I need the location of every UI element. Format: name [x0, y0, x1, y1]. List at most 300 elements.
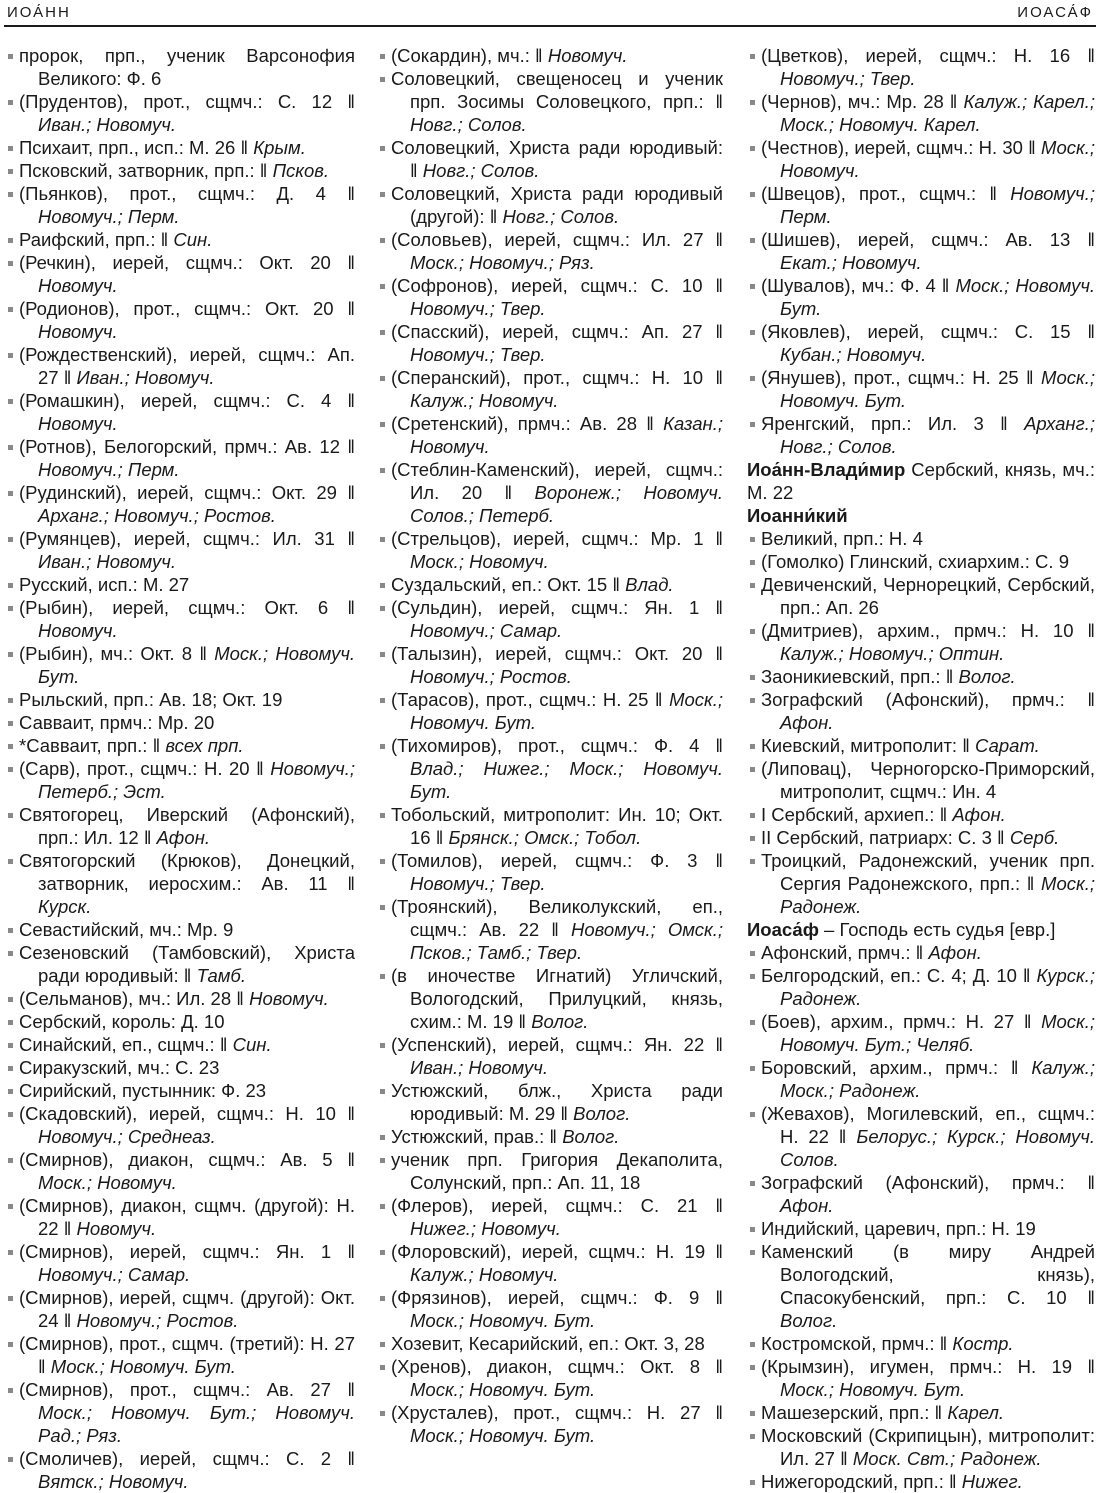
region-list: Волог.	[573, 1103, 631, 1124]
separator-mark	[144, 827, 152, 848]
separator-mark	[840, 1448, 848, 1469]
separator-mark	[260, 160, 268, 181]
region-list: Моск.; Новомуч. Бут.	[410, 1379, 596, 1400]
index-entry	[5, 251, 355, 297]
separator-mark	[347, 1149, 355, 1170]
separator-mark	[153, 735, 161, 756]
entry-text: Святогорский (Крюков), Донецкий, затворник, иеросхим.: Ав. 11	[19, 850, 355, 894]
entry-text: (Тихомиров), прот., сщмч.: Ф. 4	[391, 735, 700, 756]
index-entry	[5, 1056, 355, 1079]
entry-text: (Янушев), прот., сщмч.: Н. 25	[761, 367, 1019, 388]
region-list: Сарат.	[975, 735, 1040, 756]
index-entry	[377, 44, 723, 67]
entry-text: (Пьянков), прот., сщмч.: Д. 4	[19, 183, 326, 204]
entry-text: (Чернов), мч.: Мр. 28	[761, 91, 944, 112]
region-list: Афон.	[156, 827, 211, 848]
region-list: Екат.; Новомуч.	[780, 252, 922, 273]
entry-text: Севастийский, мч.: Мр. 9	[19, 919, 234, 940]
index-entry	[5, 1010, 355, 1033]
index-entry	[747, 1102, 1095, 1171]
index-entry	[5, 527, 355, 573]
index-entry	[5, 1194, 355, 1240]
separator-mark	[715, 321, 723, 342]
region-list: Моск.; Новомуч. Бут.; Челяб.	[780, 1011, 1096, 1055]
index-entry	[377, 1079, 723, 1125]
separator-mark	[1087, 620, 1095, 641]
index-entry	[5, 182, 355, 228]
entry-text: (Цветков), иерей, сщмч.: Н. 16	[761, 45, 1071, 66]
index-entry	[377, 849, 723, 895]
separator-mark	[1087, 689, 1095, 710]
entry-text: (Родионов), прот., сщмч.: Окт. 20	[19, 298, 334, 319]
index-entry	[747, 941, 1095, 964]
separator-mark	[715, 597, 723, 618]
separator-mark	[1026, 367, 1034, 388]
index-entry	[5, 1378, 355, 1447]
running-head-right: ИОАСА́Ф	[1017, 4, 1093, 21]
entry-text: Тобольский, митрополит: Ин. 10; Окт. 16	[391, 804, 723, 848]
separator-mark	[715, 643, 723, 664]
index-entry	[747, 964, 1095, 1010]
entry-text: (Смирнов), прот., сщмч.: Ав. 27	[19, 1379, 331, 1400]
region-list: Новомуч.; Твер.	[410, 298, 546, 319]
entry-text: Великий, прп.: Н. 4	[761, 528, 923, 549]
index-entry	[377, 1401, 723, 1447]
entry-text: (Сретенский), прмч.: Ав. 28	[391, 413, 637, 434]
entry-text: (Томилов), иерей, сщмч.: Ф. 3	[391, 850, 698, 871]
entry-text: Соловецкий, свещеносец и ученик прп. Зосимы Соловецкого, прп.:	[391, 68, 723, 112]
index-entry	[5, 1447, 355, 1493]
entry-text: (Стеблин-Каменский), иерей, сщмч.: Ил. 20	[391, 459, 723, 503]
entry-text: Боровский, архим., прмч.:	[761, 1057, 999, 1078]
entry-text: (Швецов), прот., сщмч.:	[761, 183, 977, 204]
separator-mark	[38, 1356, 46, 1377]
index-entry	[5, 1102, 355, 1148]
region-list: Арханг.; Новомуч.; Ростов.	[38, 505, 276, 526]
index-entry	[747, 849, 1095, 918]
separator-mark	[715, 91, 723, 112]
separator-mark	[64, 1310, 72, 1331]
separator-mark	[1023, 965, 1031, 986]
index-entry	[747, 1217, 1095, 1240]
separator-mark	[646, 413, 654, 434]
entry-text: (Смирнов), иерей, сщмч.: Ян. 1	[19, 1241, 332, 1262]
region-list: Моск.; Новомуч. Бут.; Новомуч. Рад.; Ряз.	[38, 1402, 355, 1446]
index-entry	[747, 90, 1095, 136]
separator-mark	[347, 436, 355, 457]
region-list: Новг.; Солов.	[410, 114, 527, 135]
index-entry	[377, 1148, 723, 1194]
entry-text: (Румянцев), иерей, сщмч.: Ил. 31	[19, 528, 335, 549]
separator-mark	[347, 597, 355, 618]
index-entry	[5, 642, 355, 688]
index-entry	[747, 1332, 1095, 1355]
separator-mark	[715, 1287, 723, 1308]
region-list: Новомуч.; Твер.	[410, 873, 546, 894]
index-entry	[5, 297, 355, 343]
index-entry	[377, 67, 723, 136]
region-list: Серб.	[1009, 827, 1060, 848]
separator-mark	[715, 528, 723, 549]
index-entry	[377, 182, 723, 228]
index-entry	[377, 895, 723, 964]
index-entry	[377, 803, 723, 849]
entry-text: (Смирнов), прот., сщмч. (третий): Н. 27	[19, 1333, 355, 1354]
index-entry	[377, 1125, 723, 1148]
separator-mark	[940, 804, 948, 825]
region-list: Новомуч.	[38, 321, 118, 342]
separator-mark	[1028, 137, 1036, 158]
entry-text: Индийский, царевич, прп.: Н. 19	[761, 1218, 1036, 1239]
region-list: Моск.; Новомуч. Бут.	[780, 367, 1095, 411]
region-list: Новомуч.; Петерб.; Эст.	[38, 758, 356, 802]
region-list: всех прп.	[165, 735, 244, 756]
index-entry	[5, 90, 355, 136]
separator-mark	[1087, 1172, 1095, 1193]
entry-text: (Спасский), иерей, сщмч.: Ап. 27	[391, 321, 703, 342]
entry-text: Зографский (Афонский), прмч.:	[761, 1172, 1065, 1193]
entry-text: Псковский, затворник, прп.:	[19, 160, 255, 181]
index-entry	[747, 803, 1095, 826]
entry-text: пророк, прп., ученик Варсонофия Великого: Ф. 6	[19, 45, 355, 89]
separator-mark	[942, 275, 950, 296]
headword-gloss: – Господь есть судья [евр.]	[824, 919, 1056, 940]
separator-mark	[715, 1195, 723, 1216]
entry-text: (Ротнов), Белогорский, прмч.: Ав. 12	[19, 436, 341, 457]
entry-text: (Соловьев), иерей, сщмч.: Ил. 27	[391, 229, 704, 250]
index-entry	[5, 44, 355, 90]
region-list: Калуж.; Новомуч.; Оптин.	[780, 643, 1005, 664]
entry-text: (в иночестве Игнатий) Угличский, Вологодский, Прилуцкий, князь, схим.: М. 19	[391, 965, 723, 1032]
separator-mark	[935, 1402, 943, 1423]
region-list: Моск.; Новомуч. Бут.	[780, 1379, 966, 1400]
headword-gloss: Сербский, князь, мч.: М. 22	[747, 459, 1096, 503]
region-list: Новомуч.; Среднеаз.	[38, 1126, 216, 1147]
entry-text: (Дмитриев), архим., прмч.: Н. 10	[761, 620, 1074, 641]
separator-mark	[505, 482, 513, 503]
entry-text: Святогорец, Иверский (Афонский), прп.: Ил. 12	[19, 804, 355, 848]
entry-text: (Рудинский), иерей, сщмч.: Окт. 29	[19, 482, 337, 503]
entry-text: Нижегородский, прп.:	[761, 1471, 944, 1492]
separator-mark	[184, 965, 192, 986]
column-2	[377, 44, 723, 1447]
index-entry	[747, 1424, 1095, 1470]
index-entry	[747, 44, 1095, 90]
headword: Иоаса́ф	[747, 919, 819, 940]
entry-text: Каменский (в миру Андрей Вологодский, князь), Спасокубенский, прп.: С. 10	[761, 1241, 1095, 1308]
separator-mark	[715, 229, 723, 250]
header-rule	[4, 25, 1096, 27]
entry-text: Соловецкий, Христа ради юродивый:	[391, 137, 723, 158]
entry-text: (Флоровский), иерей, сщмч.: Н. 19	[391, 1241, 706, 1262]
index-entry	[5, 1148, 355, 1194]
entry-text: ученик прп. Григория Декаполита, Солунский, прп.: Ап. 11, 18	[391, 1149, 723, 1193]
separator-mark	[347, 390, 355, 411]
region-list: Влад.; Нижег.; Моск.; Новомуч. Бут.	[410, 758, 723, 802]
region-list: Новомуч.; Ростов.	[76, 1310, 239, 1331]
region-list: Влад.	[625, 574, 674, 595]
entry-text: Психаит, прп., исп.: М. 26	[19, 137, 236, 158]
index-entry	[747, 1240, 1095, 1332]
entry-text: Яренгский, прп.: Ил. 3	[761, 413, 984, 434]
entry-text: I Сербский, архиеп.:	[761, 804, 935, 825]
index-entry	[747, 182, 1095, 228]
region-list: Новомуч.; Перм.	[780, 183, 1096, 227]
entry-text: Костромской, прмч.:	[761, 1333, 935, 1354]
region-list: Иван.; Новомуч.	[38, 551, 177, 572]
separator-mark	[161, 229, 169, 250]
region-list: Моск.; Новомуч. Бут.	[410, 1310, 596, 1331]
index-entry	[5, 849, 355, 918]
region-list: Тамб.	[196, 965, 246, 986]
separator-mark	[1087, 1287, 1095, 1308]
region-list: Курск.; Радонеж.	[780, 965, 1096, 1009]
separator-mark	[715, 1356, 723, 1377]
separator-mark	[551, 919, 559, 940]
headword: Иоа́нн-Влади́мир	[747, 459, 906, 480]
region-list: Волог.	[958, 666, 1016, 687]
separator-mark	[347, 183, 355, 204]
region-list: Белорус.; Курск.; Новомуч. Солов.	[780, 1126, 1096, 1170]
region-list: Карел.	[947, 1402, 1005, 1423]
separator-mark	[347, 1448, 355, 1469]
region-list: Новомуч.; Твер.	[410, 344, 546, 365]
headword: Иоанни́кий	[747, 505, 848, 526]
separator-mark	[715, 1034, 723, 1055]
separator-mark	[64, 1218, 72, 1239]
entry-text: (Стрельцов), иерей, сщмч.: Мр. 1	[391, 528, 704, 549]
index-entry	[377, 734, 723, 803]
entry-text: (Троянский), Великолукский, еп., сщмч.: Ав. 22	[391, 896, 723, 940]
index-entry	[5, 757, 355, 803]
index-entry	[377, 1033, 723, 1079]
entry-text: (Шишев), иерей, сщмч.: Ав. 13	[761, 229, 1071, 250]
index-entry	[377, 320, 723, 366]
region-list: Новг.; Солов.	[422, 160, 540, 181]
separator-mark	[1087, 229, 1095, 250]
separator-mark	[535, 45, 543, 66]
region-list: Волог.	[531, 1011, 589, 1032]
region-list: Костр.	[952, 1333, 1014, 1354]
region-list: Моск.; Новомуч.	[410, 551, 549, 572]
index-entry	[5, 1079, 355, 1102]
separator-mark	[518, 1011, 526, 1032]
index-entry	[5, 343, 355, 389]
entry-text: (Хрусталев), прот., сщмч.: Н. 27	[391, 1402, 701, 1423]
index-entry	[747, 757, 1095, 803]
region-list: Афон.	[780, 1195, 834, 1216]
region-list: Брянск.; Омск.; Тобол.	[448, 827, 642, 848]
index-entry	[747, 734, 1095, 757]
separator-mark	[715, 367, 723, 388]
region-list: Моск.; Новомуч.; Ряз.	[410, 252, 595, 273]
index-entry	[377, 596, 723, 642]
entry-text: (Боев), архим., прмч.: Н. 27	[761, 1011, 1015, 1032]
entry-text: Устюжский, прав.:	[391, 1126, 545, 1147]
entry-text: Сербский, король: Д. 10	[19, 1011, 225, 1032]
index-entry	[377, 458, 723, 527]
entry-text: II Сербский, патриарх: С. 3	[761, 827, 992, 848]
index-entry	[747, 826, 1095, 849]
index-entry	[747, 1401, 1095, 1424]
index-entry	[377, 228, 723, 274]
entry-text: (Тарасов), прот., сщмч.: Н. 25	[391, 689, 649, 710]
separator-mark	[347, 91, 355, 112]
index-entry	[747, 1355, 1095, 1401]
entry-text: Синайский, еп., сщмч.:	[19, 1034, 215, 1055]
index-entry	[377, 136, 723, 182]
headword-entry	[747, 458, 1095, 504]
index-entry	[377, 274, 723, 320]
region-list: Син.	[173, 229, 213, 250]
region-list: Новг.; Солов.	[502, 206, 620, 227]
column-3	[747, 44, 1095, 1493]
separator-mark	[560, 1103, 568, 1124]
index-entry	[377, 366, 723, 412]
separator-mark	[839, 1126, 847, 1147]
entry-text: Сирийский, пустынник: Ф. 23	[19, 1080, 267, 1101]
separator-mark	[64, 367, 72, 388]
region-list: Моск.; Новомуч. Бут.	[50, 1356, 236, 1377]
index-entry	[5, 573, 355, 596]
region-list: Воронеж.; Новомуч. Солов.; Петерб.	[410, 482, 724, 526]
separator-mark	[220, 1034, 228, 1055]
region-list: Син.	[232, 1034, 272, 1055]
region-list: Новомуч.	[38, 413, 118, 434]
index-entry	[5, 1240, 355, 1286]
entry-text: *Савваит, прп.:	[19, 735, 148, 756]
separator-mark	[949, 1471, 957, 1492]
region-list: Моск.; Новомуч. Бут.	[780, 275, 1096, 319]
separator-mark	[240, 137, 248, 158]
entry-text: (Сокардин), мч.:	[391, 45, 530, 66]
index-entry	[5, 481, 355, 527]
entry-text: Рыльский, прп.: Ав. 18; Окт. 19	[19, 689, 283, 710]
column-1	[5, 44, 355, 1493]
region-list: Волог.	[780, 1310, 838, 1331]
index-entry	[5, 688, 355, 711]
separator-mark	[549, 1126, 557, 1147]
separator-mark	[916, 942, 924, 963]
region-list: Новомуч.; Омск.; Псков.; Тамб.; Твер.	[410, 919, 723, 963]
entry-text: Машезерский, прп.:	[761, 1402, 930, 1423]
region-list: Нижег.; Новомуч.	[410, 1218, 561, 1239]
index-entry	[5, 435, 355, 481]
separator-mark	[715, 275, 723, 296]
region-list: Волог.	[562, 1126, 620, 1147]
index-entry	[5, 1286, 355, 1332]
entry-text: (Липовац), Черногорско-Приморский, митрополит, сщмч.: Ин. 4	[761, 758, 1095, 802]
index-entry	[5, 803, 355, 849]
region-list: Новомуч.	[38, 275, 118, 296]
separator-mark	[490, 206, 498, 227]
index-entry	[377, 412, 723, 458]
region-list: Иван.; Новомуч.	[410, 1057, 549, 1078]
entry-text: (Рождественский), иерей, сщмч.: Ап. 27	[19, 344, 355, 388]
entry-text: (Честнов), иерей, сщмч.: Н. 30	[761, 137, 1023, 158]
index-entry	[377, 1194, 723, 1240]
region-list: Новомуч.; Самар.	[410, 620, 563, 641]
region-list: Новомуч.	[547, 45, 628, 66]
separator-mark	[940, 1333, 948, 1354]
region-list: Моск.; Новомуч. Бут.	[410, 1425, 596, 1446]
separator-mark	[1087, 1356, 1095, 1377]
entry-text: Афонский, прмч.:	[761, 942, 911, 963]
index-entry	[747, 688, 1095, 734]
entry-text: Сезеновский (Тамбовский), Христа ради юродивый:	[19, 942, 355, 986]
index-entry	[377, 1332, 723, 1355]
index-entry	[747, 1056, 1095, 1102]
separator-mark	[347, 1103, 355, 1124]
region-list: Калуж.; Карел.; Моск.; Новомуч. Карел.	[780, 91, 1096, 135]
page-header	[0, 0, 1100, 26]
separator-mark	[347, 873, 355, 894]
region-list: Арханг.; Новг.; Солов.	[780, 413, 1095, 457]
region-list: Моск.; Радонеж.	[780, 873, 1096, 917]
region-list: Новомуч.	[38, 620, 118, 641]
entry-text: Московский (Скрипицын), митрополит: Ил. 27	[761, 1425, 1095, 1469]
separator-mark	[347, 1379, 355, 1400]
index-entry	[747, 412, 1095, 458]
entry-text: (Яковлев), иерей, сщмч.: С. 15	[761, 321, 1071, 342]
separator-mark	[347, 298, 355, 319]
entry-text: (Крымзин), игумен, прмч.: Н. 19	[761, 1356, 1073, 1377]
index-entry	[747, 320, 1095, 366]
entry-text: (Хренов), диакон, сщмч.: Окт. 8	[391, 1356, 701, 1377]
entry-text: (Смирнов), иерей, сщмч. (другой): Окт. 24	[19, 1287, 355, 1331]
index-entry	[5, 136, 355, 159]
entry-text: Киевский, митрополит:	[761, 735, 958, 756]
index-entry	[377, 964, 723, 1033]
index-entry	[747, 274, 1095, 320]
entry-text: (Сперанский), прот., сщмч.: Н. 10	[391, 367, 704, 388]
entry-text: Зографский (Афонский), прмч.:	[761, 689, 1065, 710]
entry-text: (Жевахов), Могилевский, еп., сщмч.: Н. 22	[761, 1103, 1095, 1147]
region-list: Новомуч.; Перм.	[38, 459, 180, 480]
separator-mark	[715, 1402, 723, 1423]
entry-text: (Фрязинов), иерей, сщмч.: Ф. 9	[391, 1287, 700, 1308]
entry-text: (Скадовский), иерей, сщмч.: Н. 10	[19, 1103, 336, 1124]
region-list: Калуж.; Новомуч.	[410, 390, 559, 411]
separator-mark	[436, 827, 444, 848]
index-entry	[5, 596, 355, 642]
entry-text: (Смирнов), диакон, сщмч.: Ав. 5	[19, 1149, 333, 1170]
entry-text: (Сульдин), иерей, сщмч.: Ян. 1	[391, 597, 700, 618]
separator-mark	[612, 574, 620, 595]
entry-text: Савваит, прмч.: Мр. 20	[19, 712, 215, 733]
separator-mark	[347, 1241, 355, 1262]
entry-text: Белгородский, еп.: С. 4; Д. 10	[761, 965, 1017, 986]
index-entry	[377, 1355, 723, 1401]
index-entry	[377, 1240, 723, 1286]
region-list: Моск.; Новомуч. Бут.	[38, 643, 356, 687]
separator-mark	[256, 758, 264, 779]
index-entry	[5, 734, 355, 757]
index-entry	[747, 550, 1095, 573]
index-entry	[5, 159, 355, 182]
region-list: Новомуч.	[76, 1218, 157, 1239]
entry-text: (Успенский), иерей, сщмч.: Ян. 22	[391, 1034, 705, 1055]
index-entry	[5, 1332, 355, 1378]
index-entry	[5, 711, 355, 734]
separator-mark	[1027, 873, 1035, 894]
entry-text: (Гомолко) Глинский, схиархим.: С. 9	[761, 551, 1069, 572]
region-list: Новомуч.	[249, 988, 329, 1009]
separator-mark	[1000, 413, 1008, 434]
separator-mark	[199, 643, 207, 664]
region-list: Новомуч.; Ростов.	[410, 666, 572, 687]
entry-text: Троицкий, Радонежский, ученик прп. Сергия Радонежского, прп.:	[761, 850, 1095, 894]
